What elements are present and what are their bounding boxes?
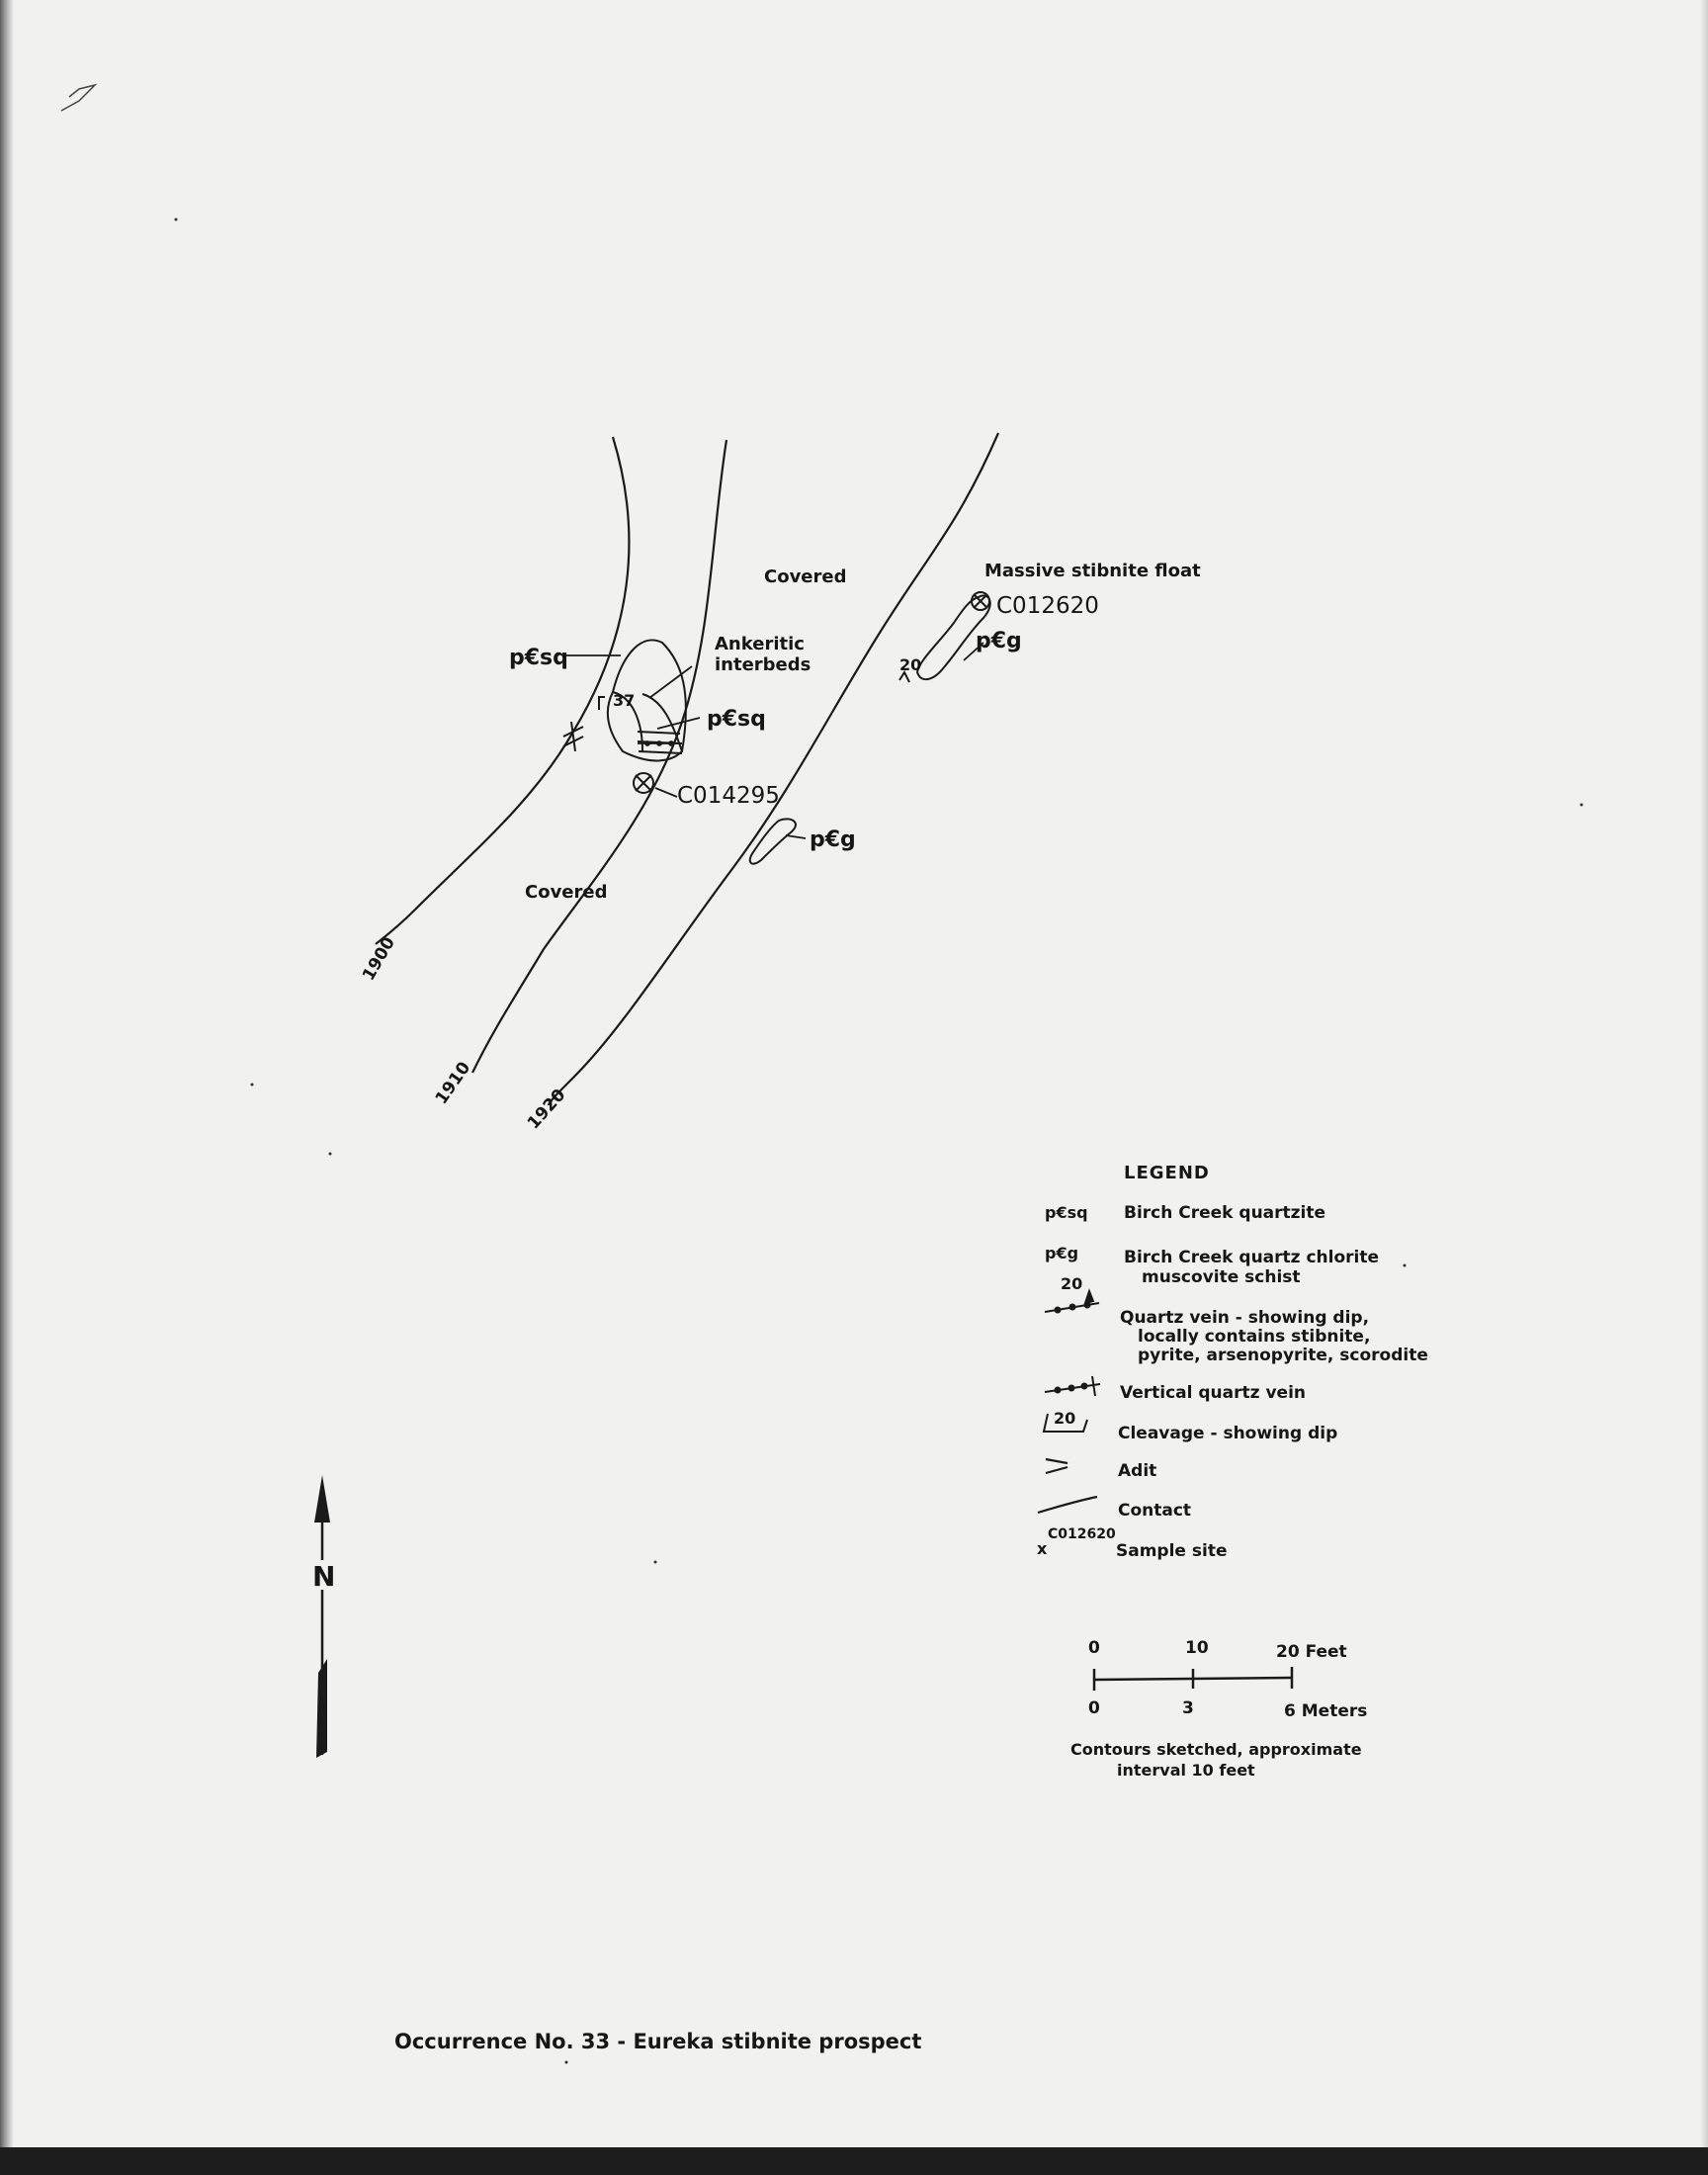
legend-vertical-vein-symbol — [1045, 1376, 1100, 1396]
adit-symbol — [563, 722, 583, 751]
contour-line-1920 — [549, 433, 998, 1105]
legend-text-vertical-vein: Vertical quartz vein — [1120, 1383, 1306, 1403]
label-unit-sq-left: p€sq — [509, 646, 568, 670]
label-ankeritic-2: interbeds — [715, 654, 811, 675]
sample-site-c012620 — [972, 592, 989, 610]
legend-symbol-sq: p€sq — [1045, 1203, 1088, 1222]
legend — [1037, 1163, 1428, 1561]
contour-label-1920: 1920 — [523, 1085, 570, 1134]
scale-meters-0: 0 — [1088, 1698, 1100, 1718]
scale-feet-20: 20 Feet — [1276, 1642, 1347, 1662]
legend-text-contact: Contact — [1118, 1501, 1192, 1521]
label-massive-stibnite-float: Massive stibnite float — [984, 561, 1201, 581]
vein-dip-20: 20 — [899, 655, 922, 674]
contour-lines — [376, 433, 998, 1108]
label-ankeritic-1: Ankeritic — [715, 634, 805, 654]
legend-adit-symbol — [1046, 1459, 1068, 1473]
map-caption: Occurrence No. 33 - Eureka stibnite prospect — [394, 2030, 922, 2053]
contour-line-1910 — [472, 440, 726, 1073]
legend-vein-dip-label: 20 — [1061, 1274, 1083, 1293]
scan-bottom-band — [0, 2147, 1708, 2175]
label-unit-g-upper: p€g — [976, 629, 1022, 653]
sample-site-c014295 — [634, 773, 653, 793]
legend-quartz-vein-symbol — [1045, 1291, 1099, 1313]
legend-text-vein-1: Quartz vein - showing dip, — [1120, 1308, 1370, 1328]
legend-sample-id: C012620 — [1048, 1526, 1116, 1542]
contour-label-1900: 1900 — [359, 933, 399, 985]
label-unit-g-lower: p€g — [810, 827, 856, 852]
sample-label-c014295: C014295 — [677, 783, 780, 809]
legend-text-vein-2: locally contains stibnite, — [1138, 1327, 1371, 1347]
north-arrow-label: N — [312, 1560, 336, 1593]
contour-line-1900 — [376, 437, 629, 944]
legend-text-schist-1: Birch Creek quartz chlorite — [1124, 1248, 1380, 1267]
label-unit-sq-right: p€sq — [707, 707, 766, 732]
cleavage-symbol-37 — [599, 691, 635, 710]
legend-symbol-g: p€g — [1045, 1244, 1079, 1262]
legend-text-cleavage: Cleavage - showing dip — [1118, 1424, 1338, 1443]
legend-sample-mark: x — [1037, 1539, 1048, 1558]
scale-note-2: interval 10 feet — [1117, 1761, 1255, 1780]
legend-text-schist-2: muscovite schist — [1142, 1267, 1301, 1287]
sample-label-c012620: C012620 — [996, 593, 1099, 619]
contour-label-1910: 1910 — [431, 1058, 475, 1108]
legend-cleavage-dip-label: 20 — [1054, 1409, 1076, 1428]
scan-specks — [61, 85, 1583, 2064]
cleavage-dip-37: 37 — [613, 691, 636, 710]
scale-feet-0: 0 — [1088, 1638, 1100, 1658]
scale-meters-3: 3 — [1182, 1698, 1194, 1718]
scale-feet-10: 10 — [1185, 1638, 1209, 1658]
label-covered-bottom: Covered — [525, 882, 608, 903]
legend-title: LEGEND — [1124, 1163, 1210, 1183]
legend-text-vein-3: pyrite, arsenopyrite, scorodite — [1138, 1346, 1428, 1365]
scale-note-1: Contours sketched, approximate — [1070, 1740, 1362, 1759]
legend-text-sample-site: Sample site — [1116, 1541, 1228, 1561]
schist-lens-lower — [750, 819, 796, 863]
legend-text-adit: Adit — [1118, 1461, 1157, 1481]
label-covered-top: Covered — [764, 566, 847, 587]
scale-bar — [1070, 1638, 1367, 1780]
north-arrow — [310, 1475, 335, 1758]
legend-contact-symbol — [1038, 1497, 1097, 1513]
scale-meters-6: 6 Meters — [1284, 1701, 1368, 1721]
legend-text-quartzite: Birch Creek quartzite — [1124, 1203, 1326, 1223]
